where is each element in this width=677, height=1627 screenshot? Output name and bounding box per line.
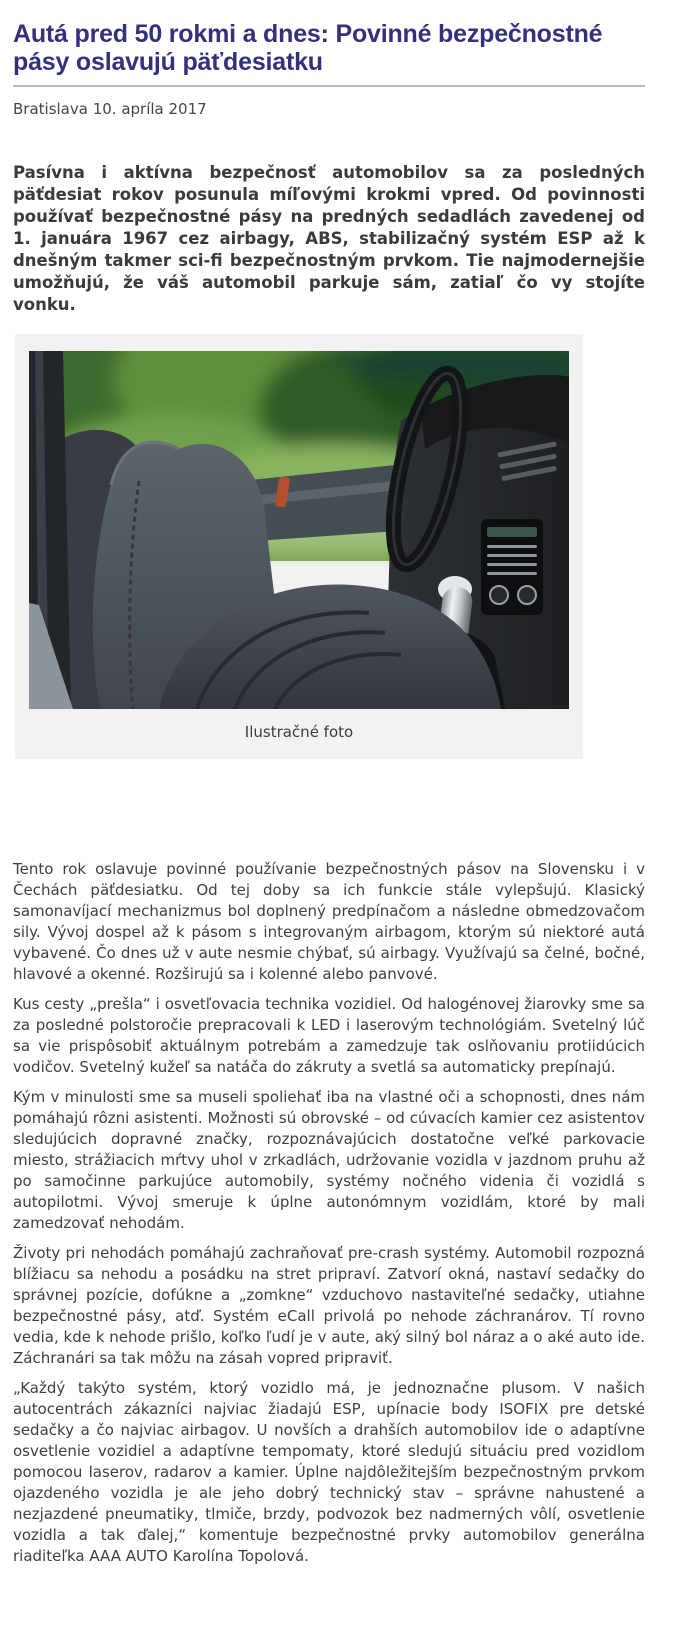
figure-caption: Ilustračné foto [244,723,354,741]
article-body [13,859,645,1567]
page-title: Autá pred 50 rokmi a dnes: Povinné bezpečnostné pásy oslavujú päťdesiatku [13,20,603,76]
article-paragraph: Tento rok oslavuje povinné používanie bezpečnostných pásov na Slovensku i v Čechách päťdesiatku. Od tej doby sa ich funkcie stále vylepšujú. Klasický samonavíjací mechanizmus bol doplnený predpínačom a následne obmedzovačom sily. Vývoj dospel až k pásom s integrovaným airbagom, ktorým sú niektoré autá vybavené. Čo dnes už v aute nesmie chýbať, sú airbagy. Využívajú sa čelné, bočné, hlavové a okenné. Rozširujú sa i kolenné alebo panvové. [13,860,645,983]
dateline: Bratislava 10. apríla 2017 [13,100,207,118]
article-paragraph: Kým v minulosti sme sa museli spoliehať iba na vlastné oči a schopnosti, dnes nám pomáhajú rôzni asistenti. Možnosti sú obrovské – od cúvacích kamier cez asistentov sledujúcich dopravné značky, rozpoznávajúcich dostatočne veľké parkovacie miesto, strážiacich mŕtvy uhol v zrkadlách, udržovanie vozidla v jazdnom pruhu až po samočinne parkujúce automobily, systémy nočného videnia či vozidlá s autopilotmi. Vývoj smeruje k úplne autonómnym vozidlám, ktoré by mali zamedzovať nehodám. [13,1088,645,1232]
car-interior-photo [29,351,569,709]
lead-paragraph: Pasívna i aktívna bezpečnosť automobilov sa za posledných päťdesiat rokov posunula míľovými krokmi vpred. Od povinnosti používať bezpečnostné pásy na predných sedadlách zavedenej od 1. januára 1967 cez airbagy, ABS, stabilizačný systém ESP až k dnešným takmer sci-fi bezpečnostným prvkom. Tie najmodernejšie umožňujú, že váš automobil parkuje sám, zatiaľ čo vy stojíte vonku. [13,163,645,314]
article-paragraph: Kus cesty „prešla“ i osvetľovacia technika vozidiel. Od halogénovej žiarovky sme sa za posledné polstoročie prepracovali k LED i laserovým technológiám. Svetelný lúč sa vie prispôsobiť aktuálnym potrebám a zamedzuje tak oslňovaniu protiidúcich vodičov. Svetelný kužeľ sa natáča do zákruty a svetlá sa automaticky prepínajú. [13,995,645,1076]
article-figure [15,334,583,759]
article-paragraph: Životy pri nehodách pomáhajú zachraňovať pre-crash systémy. Automobil rozpozná blížiacu sa nehodu a posádku na stret pripraví. Zatvorí okná, nastaví sedačky do správnej pozície, dofúkne a „zomkne“ vzduchovo nastaviteľné sedačky, utiahne bezpečnostné pásy, atď. Systém eCall privolá po nehode záchranárov. Tí rovno vedia, kde k nehode prišlo, koľko ľudí je v aute, aký silný bol náraz a o aké auto ide. Záchranári sa tak môžu na zásah vopred pripraviť. [13,1244,645,1367]
title-divider [13,85,645,87]
article-paragraph: „Každý takýto systém, ktorý vozidlo má, je jednoznačne plusom. V našich autocentrách zákazníci najviac žiadajú ESP, upínacie body ISOFIX pre detské sedačky a čo najviac airbagov. U novších a drahších automobilov ide o adaptívne osvetlenie vozidiel a adaptívne tempomaty, ktoré sledujú situáciu pred vozidlom pomocou laserov, radarov a kamier. Úplne najdôležitejším bezpečnostným prvkom ojazdeného vozidla je ale jeho dobrý technický stav – správne nahustené a nezjazdené pneumatiky, tlmiče, brzdy, podvozok bez nadmerných vôlí, osvetlenie vozidla a tak ďalej,“ komentuje bezpečnostné prvky automobilov generálna riaditeľka AAA AUTO Karolína Topolová. [13,1379,645,1565]
